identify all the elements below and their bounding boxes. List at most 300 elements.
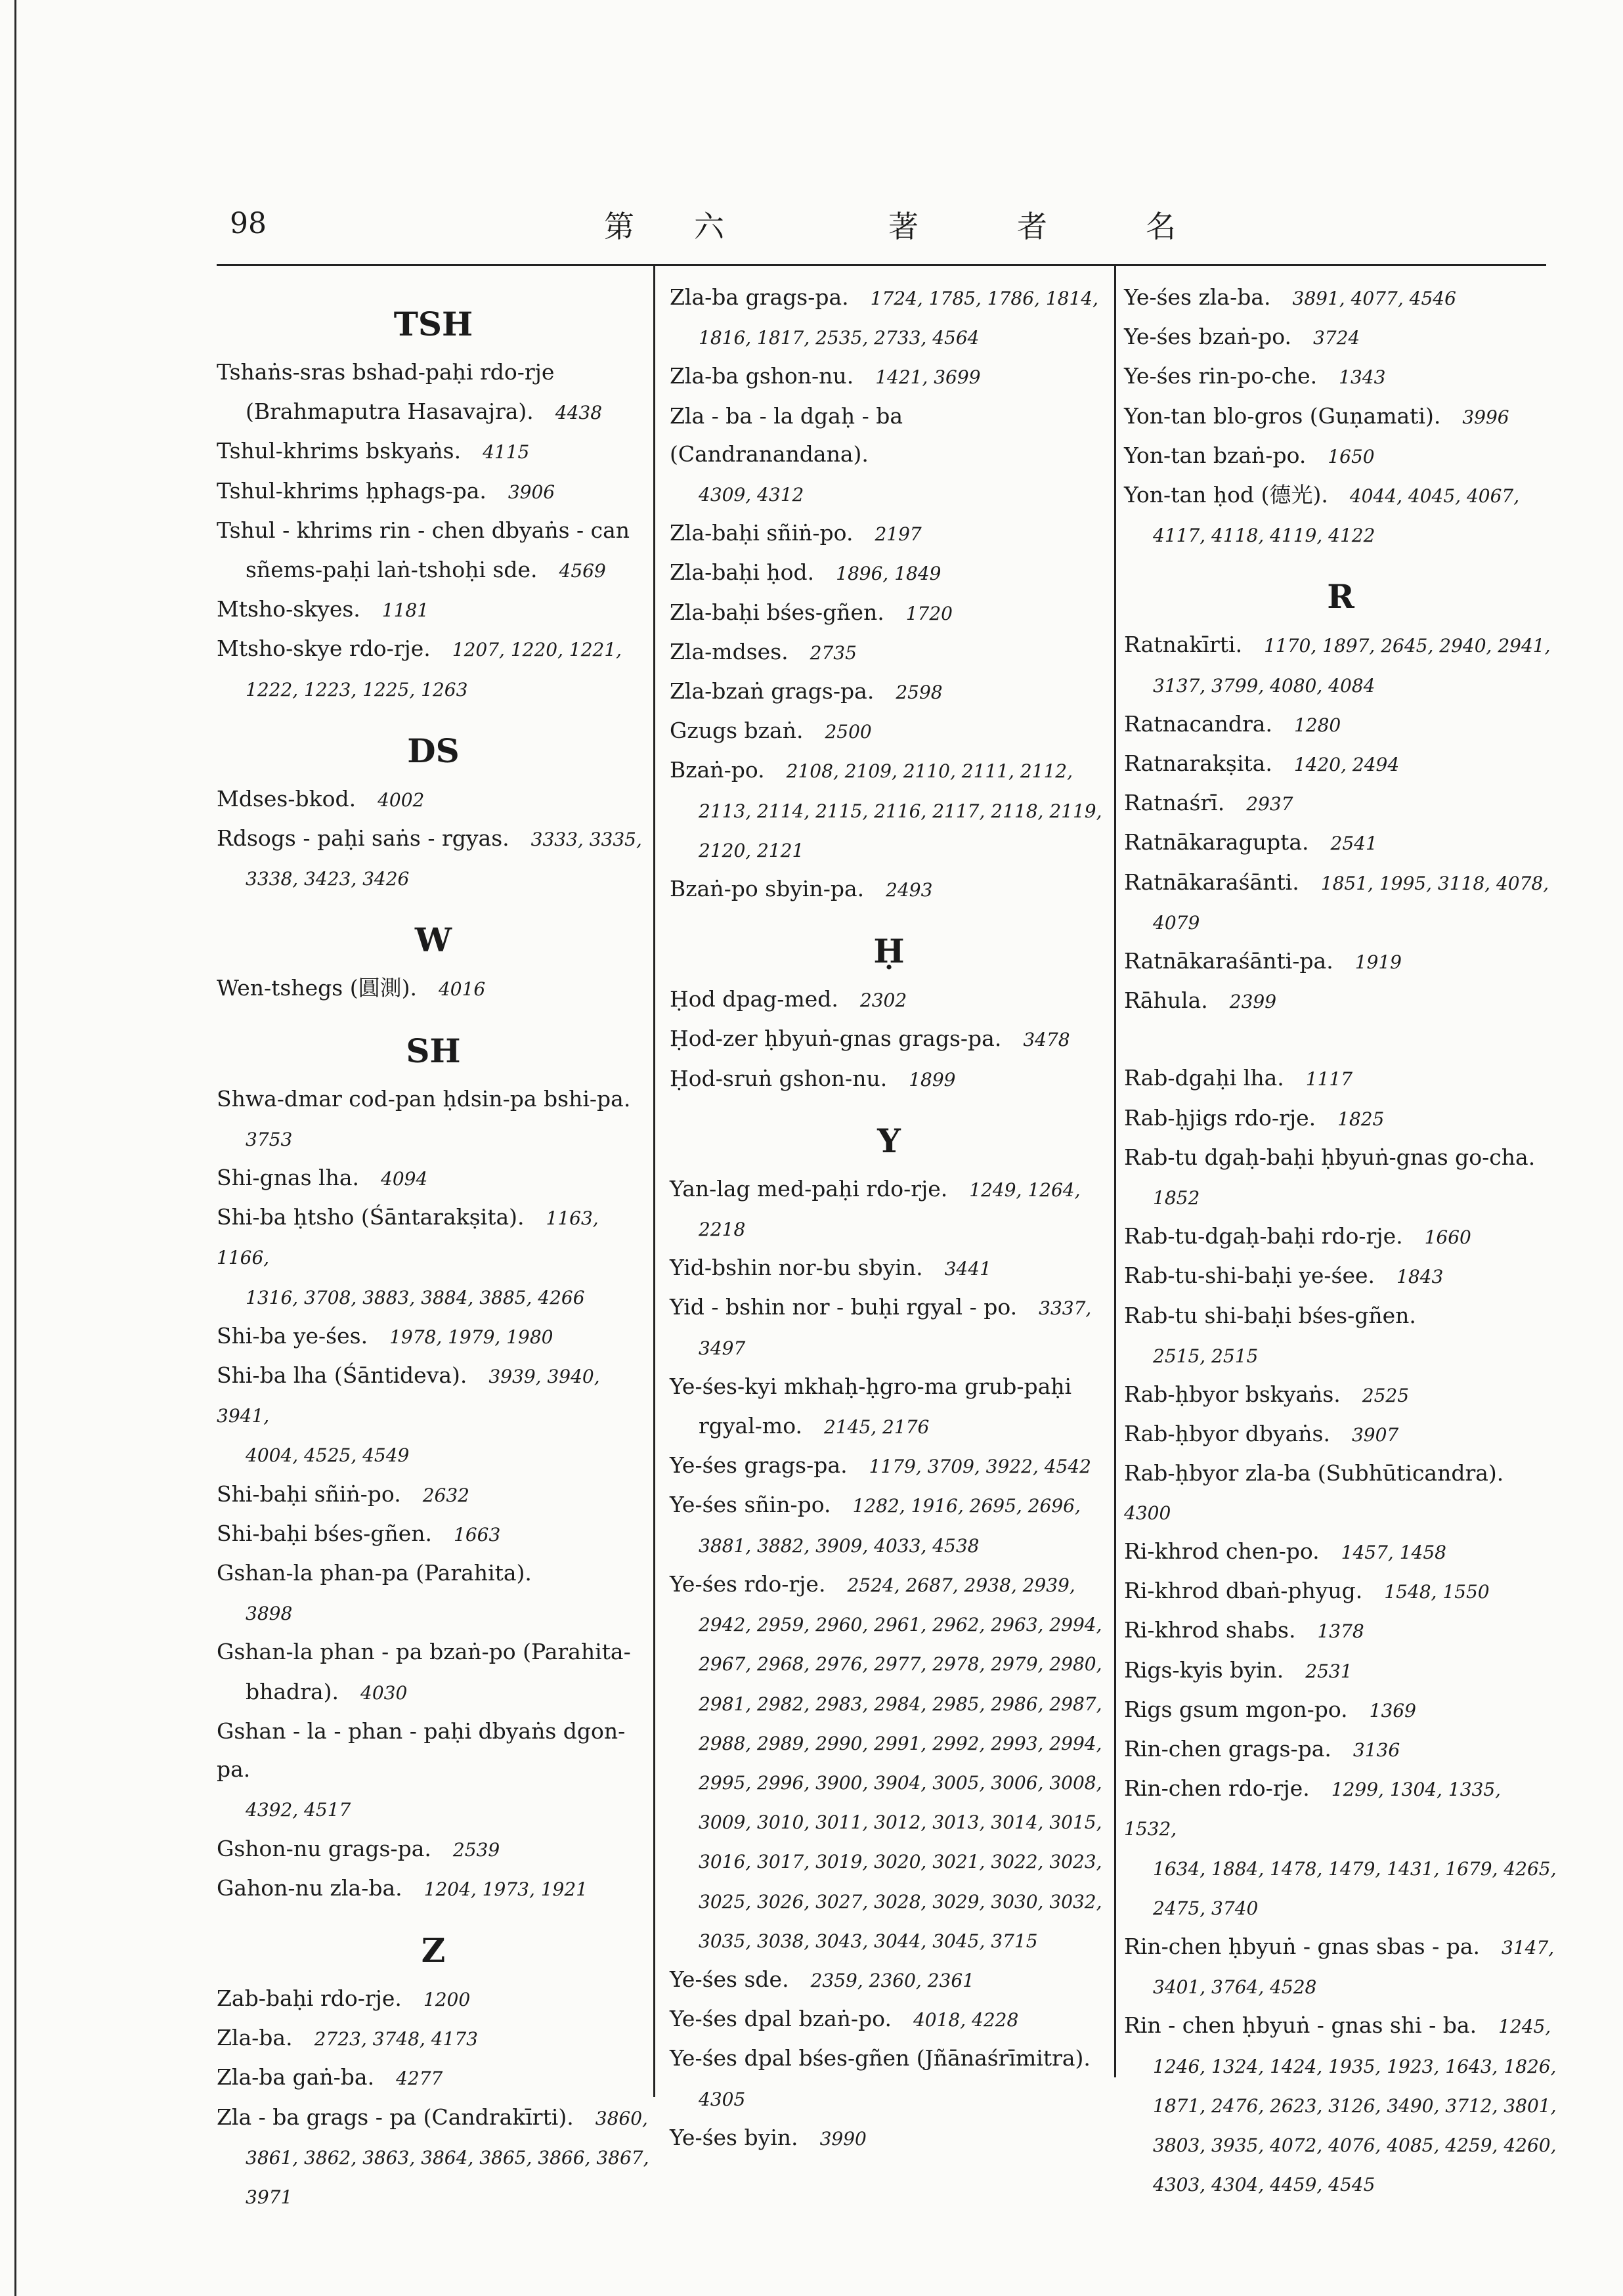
author-name: Bzaṅ-po.: [670, 757, 765, 783]
index-entry: [670, 1170, 1108, 1209]
catalog-numbers: 1299, 1304, 1335, 1532,: [1124, 1779, 1502, 1840]
author-name: Ratnaśrī.: [1124, 790, 1225, 816]
author-name: Zla-baḥi sñiṅ-po.: [670, 520, 854, 546]
author-name: Rdsogs - paḥi saṅs - rgyas.: [217, 825, 509, 852]
index-entry: [217, 393, 650, 432]
catalog-numbers: 1843: [1396, 1266, 1444, 1288]
author-name: Zla-bzaṅ grags-pa.: [670, 678, 875, 704]
author-name: Mtsho-skyes.: [217, 596, 360, 622]
author-name: Rigs gsum mgon-po.: [1124, 1696, 1348, 1722]
index-entry: [670, 672, 1108, 712]
author-name: Ri-khrod dbaṅ-phyug.: [1124, 1578, 1363, 1604]
index-entry: [670, 1684, 1108, 1723]
catalog-numbers: 4392, 4517: [246, 1799, 351, 1821]
index-entry: [1124, 1691, 1557, 1730]
index-entry: [1124, 2086, 1557, 2125]
index-entry: [670, 791, 1108, 831]
catalog-numbers: 3861, 3862, 3863, 3864, 3865, 3866, 3867,: [246, 2146, 649, 2169]
index-entry: [670, 1802, 1108, 1842]
author-name: Ḥod dpag-med.: [670, 986, 838, 1012]
catalog-numbers: 2598: [896, 682, 943, 704]
author-name: Ye-śes zla-ba.: [1124, 284, 1271, 310]
catalog-numbers: 3898: [246, 1603, 293, 1625]
index-entry: [670, 318, 1108, 357]
index-entry: [217, 1673, 650, 1712]
catalog-numbers: 2120, 2121: [699, 839, 804, 861]
index-entry: [670, 1407, 1108, 1446]
index-entry: [1124, 1099, 1557, 1138]
catalog-numbers: 3860,: [595, 2107, 648, 2129]
catalog-numbers: 1899: [909, 1068, 956, 1091]
catalog-numbers: 2995, 2996, 3900, 3904, 3005, 3006, 3008,: [699, 1771, 1102, 1794]
index-entry: [670, 1882, 1108, 1921]
catalog-numbers: 2967, 2968, 2976, 2977, 2978, 2979, 2980,: [699, 1653, 1102, 1676]
index-entry: [217, 2098, 650, 2138]
catalog-numbers: 1457, 1458: [1341, 1541, 1446, 1563]
catalog-numbers: 1421, 3699: [875, 366, 981, 389]
catalog-numbers: 2539: [452, 1838, 500, 1861]
index-entry: [670, 1368, 1108, 1407]
catalog-numbers: 1343: [1339, 366, 1386, 389]
author-name: Zla - ba grags - pa (Candrakīrti).: [217, 2104, 574, 2130]
index-entry: [1124, 1059, 1557, 1098]
catalog-numbers: 4004, 4525, 4549: [246, 1444, 410, 1467]
section-heading: Y: [877, 1121, 901, 1160]
catalog-numbers: 4115: [483, 441, 530, 464]
catalog-numbers: 1280: [1293, 714, 1341, 736]
index-entry: [1124, 1572, 1557, 1611]
author-name: Ri-khrod chen-po.: [1124, 1538, 1320, 1564]
index-entry: [217, 432, 650, 471]
author-name: Rab-tu-dgaḥ-baḥi rdo-rje.: [1124, 1223, 1403, 1249]
index-entry: [1124, 705, 1557, 745]
index-entry: [670, 2039, 1108, 2079]
catalog-numbers: 4002: [378, 789, 425, 811]
index-entry: [1124, 1297, 1557, 1336]
catalog-numbers: 1660: [1424, 1226, 1471, 1249]
index-entry: [1124, 357, 1557, 397]
catalog-numbers: 1282, 1916, 2695, 2696,: [852, 1495, 1081, 1517]
index-entry: [1124, 942, 1557, 982]
catalog-numbers: 3753: [246, 1128, 293, 1150]
catalog-numbers: 1852: [1153, 1187, 1200, 1209]
author-name: Rab-tu dgaḥ-baḥi ḥbyuṅ-gnas go-cha.: [1124, 1144, 1536, 1170]
catalog-numbers: 1179, 3709, 3922, 4542: [869, 1456, 1091, 1478]
catalog-numbers: 3025, 3026, 3027, 3028, 3029, 3030, 3032,: [699, 1890, 1102, 1913]
catalog-numbers: 3401, 3764, 4528: [1153, 1976, 1317, 1999]
index-entry: [1124, 903, 1557, 942]
column-2: [670, 278, 1108, 2158]
section-heading: DS: [407, 731, 460, 770]
index-entry: [670, 1060, 1108, 1099]
author-name: Rab-ḥjigs rdo-rje.: [1124, 1104, 1316, 1131]
catalog-numbers: 2113, 2114, 2115, 2116, 2117, 2118, 2119,: [699, 800, 1102, 822]
index-entry: [670, 1842, 1108, 1881]
catalog-numbers: 1170, 1897, 2645, 2940, 2941,: [1264, 635, 1551, 657]
index-entry: [1124, 476, 1557, 515]
index-entry: [670, 1763, 1108, 1802]
author-name: Gshan-la phan-pa (Parahita).: [217, 1560, 532, 1586]
catalog-numbers: 1200: [423, 1988, 471, 2010]
catalog-numbers: 2399: [1229, 991, 1277, 1013]
column-3: [1124, 278, 1557, 2204]
catalog-numbers: 3906: [508, 481, 555, 503]
index-entry: [217, 2058, 650, 2098]
index-entry: [217, 780, 650, 819]
catalog-numbers: 1871, 2476, 2623, 3126, 3490, 3712, 3801,: [1153, 2094, 1557, 2117]
author-name: (Brahmaputra Hasavajra).: [246, 399, 534, 425]
catalog-numbers: 2524, 2687, 2938, 2939,: [847, 1574, 1075, 1596]
author-name: Mdses-bkod.: [217, 785, 357, 812]
catalog-numbers: 2218: [699, 1219, 746, 1241]
author-name: Ratnākaraśānti.: [1124, 869, 1299, 895]
catalog-numbers: 3939, 3940, 3941,: [217, 1366, 600, 1427]
index-entry: [1124, 1375, 1557, 1415]
index-entry: [217, 1119, 650, 1159]
index-entry: [1124, 666, 1557, 705]
catalog-numbers: 3891, 4077, 4546: [1292, 288, 1456, 309]
index-entry: [217, 353, 650, 393]
index-entry: [1124, 1454, 1557, 1532]
catalog-numbers: 1222, 1223, 1225, 1263: [246, 678, 468, 701]
catalog-numbers: 1181: [381, 599, 429, 622]
index-entry: [217, 1593, 650, 1633]
catalog-numbers: 2723, 3748, 4173: [314, 2028, 478, 2050]
catalog-numbers: 3035, 3038, 3043, 3044, 3045, 3715: [699, 1930, 1038, 1952]
author-name: bhadra).: [246, 1678, 339, 1704]
author-name: Ye-śes byin.: [670, 2124, 798, 2150]
index-entry: [670, 1921, 1108, 1960]
author-name: Rigs-kyis byin.: [1124, 1657, 1284, 1683]
index-entry: [217, 819, 650, 859]
section-heading: R: [1327, 577, 1354, 617]
catalog-numbers: 3478: [1023, 1029, 1070, 1051]
index-entry: [217, 1830, 650, 1869]
author-name: Yon-tan bzaṅ-po.: [1124, 442, 1307, 468]
author-name: Ḥod-sruṅ gshon-nu.: [670, 1065, 888, 1091]
index-entry: [670, 397, 1108, 475]
index-entry: [217, 590, 650, 630]
catalog-numbers: 1163, 1166,: [217, 1207, 599, 1269]
spacer: [1124, 1021, 1557, 1059]
catalog-numbers: 3016, 3017, 3019, 3020, 3021, 3022, 3023,: [699, 1851, 1102, 1873]
index-entry: [1124, 2125, 1557, 2165]
author-name: Tshul - khrims rin - chen dbyaṅs - can: [217, 517, 630, 543]
author-name: Zla-ba.: [217, 2025, 293, 2051]
index-entry: [217, 1712, 650, 1790]
catalog-numbers: 3990: [819, 2127, 867, 2150]
index-entry: [217, 2138, 650, 2177]
catalog-numbers: 3136: [1352, 1739, 1400, 1761]
catalog-numbers: 1650: [1328, 445, 1375, 467]
catalog-numbers: 1378: [1317, 1620, 1364, 1643]
index-entry: [670, 1960, 1108, 2000]
catalog-numbers: 2988, 2989, 2990, 2991, 2992, 2993, 2994,: [699, 1732, 1102, 1754]
author-name: Mtsho-skye rdo-rje.: [217, 636, 431, 662]
author-name: Ye-śes sñin-po.: [670, 1492, 831, 1518]
author-name: Tshul-khrims bskyaṅs.: [217, 438, 462, 464]
catalog-numbers: 1816, 1817, 2535, 2733, 4564: [699, 327, 980, 349]
index-entry: [1124, 1928, 1557, 1967]
catalog-numbers: 1825: [1337, 1108, 1385, 1130]
catalog-numbers: 3971: [246, 2186, 293, 2208]
index-entry: [1124, 515, 1557, 555]
catalog-numbers: 2735: [810, 641, 857, 664]
index-entry: [217, 2019, 650, 2058]
catalog-numbers: 3497: [699, 1337, 746, 1359]
author-name: Zla - ba - la dgaḥ - ba (Candranandana).: [670, 402, 903, 467]
index-entry: [670, 870, 1108, 909]
column-1: [217, 276, 650, 2217]
catalog-numbers: 2541: [1330, 833, 1377, 855]
catalog-numbers: 1316, 3708, 3883, 3884, 3885, 4266: [246, 1286, 585, 1309]
index-entry: [1124, 745, 1557, 784]
index-entry: [217, 969, 650, 1008]
index-entry: [670, 980, 1108, 1020]
author-name: Ye-śes rdo-rje.: [670, 1570, 826, 1597]
section-heading: W: [414, 921, 452, 960]
catalog-numbers: 3147,: [1502, 1936, 1555, 1959]
catalog-numbers: 3009, 3010, 3011, 3012, 3013, 3014, 3015,: [699, 1811, 1102, 1834]
index-entry: [1124, 784, 1557, 823]
index-entry: [217, 1554, 650, 1593]
catalog-numbers: 1204, 1973, 1921: [423, 1878, 588, 1900]
catalog-numbers: 1919: [1354, 951, 1402, 974]
author-name: Bzaṅ-po sbyin-pa.: [670, 876, 865, 902]
index-entry: [1124, 1138, 1557, 1178]
catalog-numbers: 3803, 3935, 4072, 4076, 4085, 4259, 4260,: [1153, 2134, 1557, 2156]
index-entry: [217, 1080, 650, 1119]
index-entry: [217, 1159, 650, 1198]
header-rule: [217, 264, 1546, 266]
author-name: rgyal-mo.: [699, 1413, 802, 1439]
author-name: Ri-khrod shabs.: [1124, 1617, 1296, 1643]
catalog-numbers: 2531: [1305, 1660, 1352, 1682]
catalog-numbers: 1978, 1979, 1980: [389, 1326, 553, 1348]
catalog-numbers: 4277: [396, 2068, 443, 2090]
index-entry: [1124, 823, 1557, 863]
catalog-numbers: 1663: [454, 1523, 501, 1546]
index-entry: [670, 1644, 1108, 1683]
index-entry: [1124, 1532, 1557, 1572]
author-name: Shi-ba ḥtsho (Śāntarakṣita).: [217, 1204, 525, 1230]
index-entry: [670, 1209, 1108, 1249]
title-char: 六: [694, 209, 724, 244]
index-entry: [670, 475, 1108, 514]
index-entry: [217, 1317, 650, 1356]
catalog-numbers: 4300: [1124, 1502, 1171, 1524]
catalog-numbers: 1548, 1550: [1384, 1581, 1490, 1603]
catalog-numbers: 2145, 2176: [824, 1416, 930, 1439]
index-entry: [1124, 1730, 1557, 1769]
author-name: Zla-baḥi ḥod.: [670, 559, 815, 586]
index-entry: [670, 594, 1108, 633]
author-name: Zla-mdses.: [670, 638, 789, 664]
author-name: Rin-chen ḥbyuṅ - gnas sbas - pa.: [1124, 1933, 1481, 1959]
author-name: Rab-ḥbyor dbyaṅs.: [1124, 1421, 1330, 1447]
index-entry: [217, 2177, 650, 2217]
catalog-numbers: 2515, 2515: [1153, 1345, 1259, 1367]
author-name: Zla-ba gshon-nu.: [670, 363, 854, 389]
index-entry: [670, 553, 1108, 593]
index-entry: [670, 1288, 1108, 1328]
author-name: Shi-gnas lha.: [217, 1165, 360, 1191]
index-entry: [1124, 278, 1557, 318]
section-heading: TSH: [393, 305, 473, 343]
column-divider: [1114, 265, 1116, 2077]
index-entry: [1124, 437, 1557, 476]
catalog-numbers: 1245,: [1498, 2016, 1551, 2038]
author-name: Rab-ḥbyor zla-ba (Subhūticandra).: [1124, 1460, 1504, 1486]
catalog-numbers: 2108, 2109, 2110, 2111, 2112,: [786, 760, 1073, 783]
section-heading: Z: [421, 1930, 446, 1970]
page-edge-rule: [14, 0, 16, 2296]
catalog-numbers: 1851, 1995, 3118, 4078,: [1320, 872, 1549, 894]
index-entry: [217, 472, 650, 511]
index-entry: [670, 2079, 1108, 2119]
author-name: Ye-śes-kyi mkhaḥ-ḥgro-ma grub-paḥi: [670, 1373, 1072, 1399]
title-char: 者: [1017, 209, 1047, 244]
index-entry: [1124, 863, 1557, 903]
catalog-numbers: 1207, 1220, 1221,: [452, 639, 622, 661]
index-entry: [217, 630, 650, 669]
catalog-numbers: 1896, 1849: [836, 563, 941, 585]
author-name: Yon-tan ḥod (德光).: [1124, 482, 1328, 508]
author-name: Tshaṅs-sras bshad-paḥi rdo-rje: [217, 359, 555, 385]
index-entry: [1124, 318, 1557, 357]
author-name: Rab-tu shi-baḥi bśes-gñen.: [1124, 1302, 1416, 1328]
catalog-numbers: 4569: [559, 560, 606, 582]
author-name: Ye-śes rin-po-che.: [1124, 363, 1318, 389]
index-entry: [1124, 1849, 1557, 1888]
author-name: Ratnakīrti.: [1124, 632, 1243, 658]
catalog-numbers: 2197: [875, 523, 922, 546]
index-entry: [1124, 2047, 1557, 2086]
index-entry: [670, 1605, 1108, 1644]
author-name: Rab-dgaḥi lha.: [1124, 1065, 1284, 1091]
index-entry: [1124, 1415, 1557, 1454]
author-name: Zla-baḥi bśes-gñen.: [670, 599, 884, 625]
catalog-numbers: 1634, 1884, 1478, 1479, 1431, 1679, 4265,: [1153, 1857, 1557, 1880]
catalog-numbers: 4117, 4118, 4119, 4122: [1153, 525, 1375, 547]
catalog-numbers: 4016: [438, 978, 486, 1001]
catalog-numbers: 1117: [1305, 1068, 1353, 1091]
catalog-numbers: 3338, 3423, 3426: [246, 868, 410, 890]
index-entry: [670, 633, 1108, 672]
index-entry: [217, 859, 650, 898]
catalog-numbers: 4018, 4228: [913, 2009, 1019, 2031]
author-name: Ratnacandra.: [1124, 710, 1272, 737]
index-entry: [1124, 397, 1557, 437]
catalog-numbers: 3337,: [1039, 1297, 1092, 1320]
author-name: Wen-tshegs (圓測).: [217, 975, 417, 1001]
index-entry: [670, 712, 1108, 751]
index-entry: [217, 511, 650, 551]
catalog-numbers: 2302: [859, 989, 907, 1012]
author-name: Gahon-nu zla-ba.: [217, 1874, 402, 1901]
index-entry: [670, 1486, 1108, 1525]
section-heading: Ḥ: [873, 932, 905, 971]
catalog-numbers: 4030: [360, 1681, 408, 1704]
catalog-numbers: 3724: [1312, 327, 1360, 349]
index-entry: [670, 1020, 1108, 1059]
catalog-numbers: 3333, 3335,: [530, 829, 642, 851]
catalog-numbers: 2942, 2959, 2960, 2961, 2962, 2963, 2994,: [699, 1614, 1102, 1636]
catalog-numbers: 3441: [944, 1258, 991, 1280]
title-char: 第: [604, 209, 634, 244]
author-name: Gshan - la - phan - paḥi dbyaṅs dgon-pa.: [217, 1718, 626, 1783]
index-entry: [670, 1723, 1108, 1763]
author-name: Gshon-nu grags-pa.: [217, 1835, 431, 1861]
catalog-numbers: 4079: [1153, 911, 1200, 934]
author-name: Rab-ḥbyor bskyaṅs.: [1124, 1381, 1341, 1408]
author-name: Rin-chen rdo-rje.: [1124, 1775, 1310, 1802]
author-name: Shi-baḥi sñiṅ-po.: [217, 1481, 401, 1507]
author-name: Shi-ba lha (Śāntideva).: [217, 1362, 467, 1389]
title-char: 著: [888, 209, 919, 244]
catalog-numbers: 1420, 2494: [1293, 754, 1400, 776]
index-entry: [1124, 1336, 1557, 1375]
index-entry: [670, 751, 1108, 791]
author-name: Zla-ba gaṅ-ba.: [217, 2064, 375, 2090]
catalog-numbers: 3137, 3799, 4080, 4084: [1153, 674, 1375, 697]
index-entry: [217, 1278, 650, 1317]
catalog-numbers: 1249, 1264,: [969, 1179, 1081, 1201]
index-entry: [217, 1633, 650, 1672]
catalog-numbers: 4438: [555, 402, 603, 424]
author-name: Zab-baḥi rdo-rje.: [217, 1985, 402, 2011]
index-entry: [670, 831, 1108, 870]
catalog-numbers: 3996: [1462, 406, 1509, 428]
index-entry: [217, 1356, 650, 1435]
index-entry: [217, 1435, 650, 1475]
index-entry: [670, 2000, 1108, 2039]
index-entry: [1124, 2006, 1557, 2046]
catalog-numbers: 2937: [1246, 793, 1293, 815]
index-entry: [1124, 1257, 1557, 1296]
author-name: Yon-tan blo-gros (Guṇamati).: [1124, 402, 1441, 429]
author-name: Yan-lag med-paḥi rdo-rje.: [670, 1175, 948, 1202]
index-entry: [217, 551, 650, 590]
author-name: Rāhula.: [1124, 987, 1208, 1014]
author-name: Ratnarakṣita.: [1124, 750, 1272, 777]
catalog-numbers: 4305: [699, 2088, 746, 2110]
index-entry: [1124, 626, 1557, 665]
author-name: Shi-ba ye-śes.: [217, 1322, 368, 1349]
index-entry: [1124, 1178, 1557, 1217]
author-name: Rin-chen grags-pa.: [1124, 1735, 1331, 1762]
index-entry: [670, 278, 1108, 318]
author-name: Shwa-dmar cod-pan ḥdsin-pa bshi-pa.: [217, 1085, 631, 1112]
author-name: Gshan-la phan - pa bzaṅ-po (Parahita-: [217, 1639, 631, 1665]
index-entry: [670, 1446, 1108, 1486]
author-name: Ye-śes bzaṅ-po.: [1124, 324, 1291, 350]
catalog-numbers: 1246, 1324, 1424, 1935, 1923, 1643, 1826,: [1153, 2055, 1557, 2077]
catalog-numbers: 2493: [886, 879, 933, 901]
catalog-numbers: 4094: [381, 1168, 428, 1190]
author-name: Shi-baḥi bśes-gñen.: [217, 1520, 432, 1546]
index-entry: [1124, 2165, 1557, 2204]
author-name: sñems-paḥi laṅ-tshoḥi sde.: [246, 557, 538, 583]
index-entry: [217, 1198, 650, 1277]
page-number: 98: [230, 207, 267, 240]
catalog-numbers: 1724, 1785, 1786, 1814,: [870, 288, 1099, 309]
index-entry: [217, 1515, 650, 1554]
index-entry: [1124, 1651, 1557, 1691]
author-name: Ye-śes sde.: [670, 1966, 789, 1992]
catalog-numbers: 3881, 3882, 3909, 4033, 4538: [699, 1534, 980, 1557]
index-entry: [670, 1328, 1108, 1368]
